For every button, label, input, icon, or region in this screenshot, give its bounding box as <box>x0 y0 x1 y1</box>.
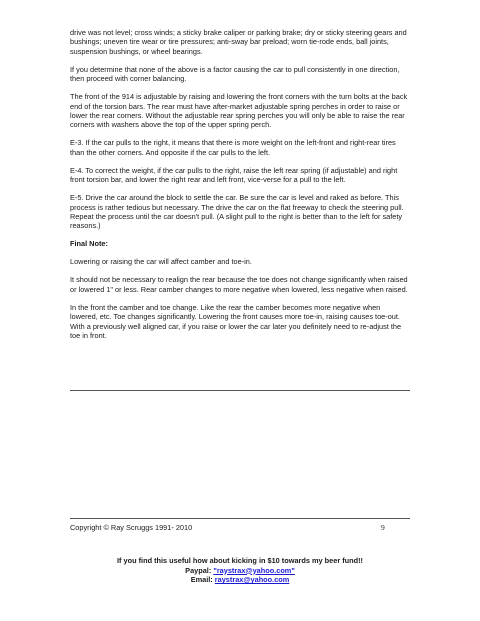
copyright-text: Copyright © Ray Scruggs 1991- 2010 <box>70 523 193 532</box>
donation-block <box>0 556 480 585</box>
paypal-line <box>0 566 480 576</box>
email-label: Email: <box>190 575 215 585</box>
paypal-label: Paypal: <box>185 565 214 575</box>
paypal-link[interactable]: "raystrax@yahoo.com" <box>213 565 295 575</box>
document-body <box>70 28 410 349</box>
paragraph-proceed: If you determine that none of the above is a factor causing the car to pull consistently in one direction, then proceed with corner balancing. <box>70 64 400 84</box>
paragraph-front-adjust: The front of the 914 is adjustable by raising and lowering the front corners with the turn bolts at the back end of the torsion bars. The rear must have after-market adjustable spring perches in order to raise or lower the rear corners. Without the adjustable rear spring perches you will only be able to raise the rear corners with washers above the top of the upper spring perch. <box>70 92 408 130</box>
email-line <box>0 575 480 585</box>
paragraph-front-camber: In the front the camber and toe change. Like the rear the camber becomes more negative when lowered, etc. Toe changes significantly. Lowering the front causes more toe-in, raising causes toe-out. With a previously well aligned car, if you raise or lower the car later you definitely need to re-adjust the toe in front. <box>70 302 402 341</box>
page-number: 9 <box>381 523 385 532</box>
paragraph-e5: E-5. Drive the car around the block to settle the car. Be sure the car is level and raked as before. This process is rather tedious but necessary. The drive the car on the flat freeway to check the steering pull. Repeat the process until the car doesn't pull. (A slight pull to the right is better than to the left for safety reasons.) <box>70 193 404 231</box>
paragraph-pull-causes: drive was not level; cross winds; a sticky brake caliper or parking brake; dry or sticky steering gears and bushings; uneven tire wear or tire pressures; anti-sway bar preload; worn tie-rode ends, ball joints, suspension bushings, or wheel bearings. <box>70 28 407 56</box>
donation-message: If you find this useful how about kicking in $10 towards my beer fund!! <box>116 556 364 565</box>
email-link[interactable]: raystrax@yahoo.com <box>214 575 290 585</box>
paragraph-rear-realign: It should not be necessary to realign the rear because the toe does not change significantly when raised or lowered 1" or less. Rear camber changes to more negative when lowered, less negative when raised. <box>70 275 408 294</box>
paragraph-e4: E-4. To correct the weight, if the car pulls to the right, raise the left rear spring (if adjustable) and right front torsion bar, and lower the right rear and left front, vice-verse for a pull to the left. <box>70 165 398 185</box>
footer-divider <box>70 518 410 519</box>
section-divider <box>70 390 410 391</box>
paragraph-lowering: Lowering or raising the car will affect camber and toe-in. <box>70 257 252 267</box>
final-note-heading: Final Note: <box>70 239 108 249</box>
paragraph-e3: E-3. If the car pulls to the right, it means that there is more weight on the left-front and right-rear tires than the other corners. And opposite if the car pulls to the left. <box>70 138 396 157</box>
